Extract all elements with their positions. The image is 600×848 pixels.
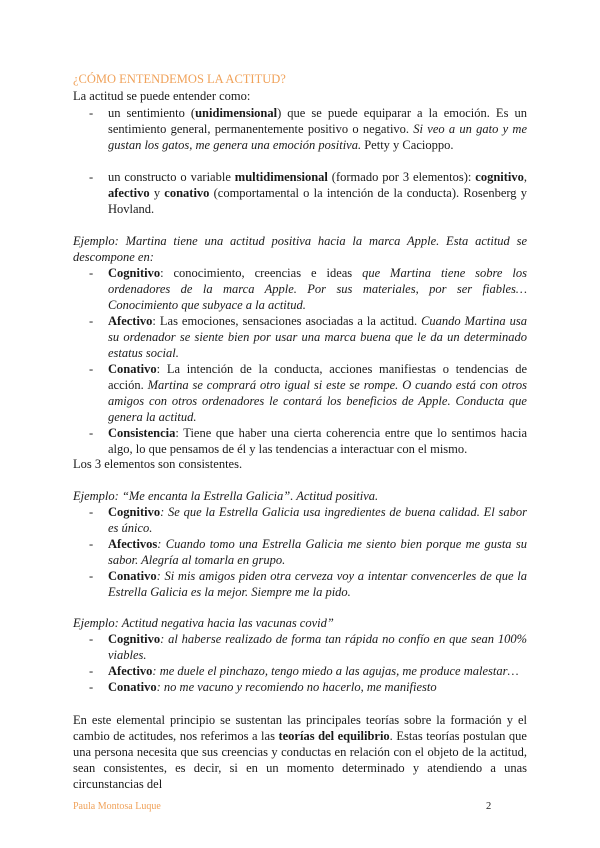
section-heading: ¿CÓMO ENTENDEMOS LA ACTITUD? [73, 72, 286, 86]
example1-item: - Consistencia: Tiene que haber una cierta coherencia entre que lo sentimos hacia algo, lo que pensamos de él y las tendencias a interactuar con el mismo. [89, 426, 527, 456]
footer-author: Paula Montosa Luque [73, 801, 161, 812]
example3-item: - Cognitivo: al haberse realizado de forma tan rápida no confío en que sean 100% viables. [89, 632, 527, 662]
example1-list [89, 265, 527, 457]
definition-multidimensional: - un constructo o variable multidimensional (formado por 3 elementos): cognitivo, afectivo y conativo (comportamental o la intención de la conducta). Rosenberg y Hovland. [89, 170, 527, 216]
example2-list [89, 504, 527, 600]
example2-intro: Ejemplo: “Me encanta la Estrella Galicia”. Actitud positiva. [73, 489, 379, 503]
example3-item: - Conativo: no me vacuno y recomiendo no hacerlo, me manifiesto [89, 680, 437, 694]
example1-item: - Conativo: La intención de la conducta, acciones manifiestas o tendencias de acción. Martina se comprará otro igual si este se rompe. O cuando está con otros amigos con otros ordenadores le contará los beneficios de Apple. Conducta que genera la actitud. [89, 362, 527, 424]
page-number: 2 [486, 801, 492, 812]
example2-item: - Conativo: Si mis amigos piden otra cerveza voy a intentar convencerles de que la Estrella Galicia es la mejor. Siempre me la pido. [89, 569, 527, 599]
example2-item: - Cognitivo: Se que la Estrella Galicia usa ingredientes de buena calidad. El sabor es único. [89, 505, 527, 535]
example3-item: - Afectivo: me duele el pinchazo, tengo miedo a las agujas, me produce malestar… [89, 664, 519, 678]
example1-item: - Cognitivo: conocimiento, creencias e ideas que Martina tiene sobre los ordenadores de la marca Apple. Por sus materiales, por ser fiables… Conocimiento que subyace a la actitud. [89, 266, 527, 312]
definition-unidimensional: - un sentimiento (unidimensional) que se puede equiparar a la emoción. Es un sentimiento general, permanentemente positivo o negativo. Si veo a un gato y me gustan los gatos, me genera una emoción positiva. Petty y Cacioppo. [89, 106, 527, 152]
example3-intro: Ejemplo: Actitud negativa hacia las vacunas covid” [73, 616, 334, 630]
closing-paragraph: En este elemental principio se sustentan las principales teorías sobre la formación y el cambio de actitudes, nos referimos a las teorías del equilibrio. Estas teorías postulan que una persona necesita que sus creencias y conductas en relación con el objeto de la actitud, sean consistentes, es decir, si en un momento determinado y atendiendo a unas circunstancias del [73, 713, 527, 791]
example1-intro: Ejemplo: Martina tiene una actitud positiva hacia la marca Apple. Esta actitud se descompone en: [73, 234, 527, 264]
example1-item: - Afectivo: Las emociones, sensaciones asociadas a la actitud. Cuando Martina usa su ordenador se siente bien por usar una marca buena que le da un determinado estatus social. [89, 314, 527, 360]
consistent-line: Los 3 elementos son consistentes. [73, 457, 243, 471]
definition-list [89, 105, 527, 217]
example2-item: - Afectivos: Cuando tomo una Estrella Galicia me siento bien porque me gusta su sabor. Alegría al tomarla en grupo. [89, 537, 527, 567]
example3-list [89, 631, 527, 695]
intro-line: La actitud se puede entender como: [73, 89, 251, 103]
